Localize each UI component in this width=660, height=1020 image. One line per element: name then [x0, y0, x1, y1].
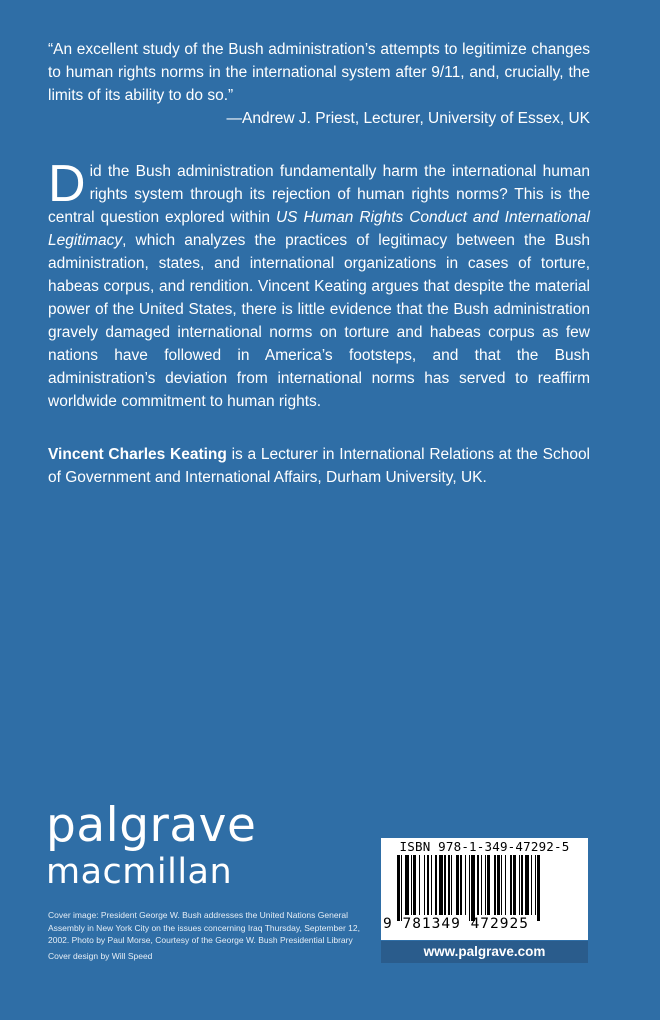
barcode-panel	[381, 838, 588, 940]
quote-text: “An excellent study of the Bush administration’s attempts to legitimize changes to human rights norms in the international system after 9/11, and, crucially, the limits of its ability to do so.”	[48, 41, 590, 104]
barcode-bar	[525, 855, 529, 915]
barcode-bar	[471, 855, 475, 921]
drop-cap: D	[48, 155, 86, 213]
barcode-bar	[535, 855, 536, 915]
barcode-bar	[465, 855, 466, 915]
book-description	[48, 155, 590, 413]
cover-design-credit: Cover design by Will Speed	[48, 951, 153, 961]
barcode-bar	[531, 855, 532, 915]
barcode-bar	[519, 855, 520, 915]
logo-macmillan: macmillan	[46, 852, 233, 892]
barcode-bar	[513, 855, 516, 915]
isbn-digits: 9 781349 472925	[383, 916, 529, 932]
barcode-bar	[435, 855, 438, 915]
book-title: US Human Rights Conduct and International Legitimacy	[48, 209, 590, 249]
barcode-bar	[413, 855, 416, 915]
barcode-bar	[439, 855, 443, 915]
barcode-bar	[451, 855, 452, 915]
quote-attribution: —Andrew J. Priest, Lecturer, University of Essex, UK	[226, 110, 590, 127]
barcode-bar	[431, 855, 432, 915]
barcode-bar	[510, 855, 511, 915]
barcode-bar	[456, 855, 459, 915]
bio-text: is a Lecturer in International Relations at the School of Government and International Affairs, Durham University, UK.	[48, 446, 591, 486]
barcode-bar	[494, 855, 495, 915]
logo-palgrave: palgrave	[46, 798, 257, 853]
barcode-bar	[448, 855, 449, 915]
barcode-bar	[460, 855, 461, 915]
barcode-bar	[419, 855, 420, 915]
isbn-label: ISBN 978-1-349-47292-5	[399, 839, 570, 854]
barcode-bar	[485, 855, 486, 915]
barcode-bar	[487, 855, 490, 915]
barcode-bar	[477, 855, 480, 915]
barcode-bar	[397, 855, 400, 921]
author-bio	[48, 443, 590, 489]
barcode-bar	[427, 855, 430, 915]
barcode-bar	[424, 855, 425, 915]
publisher-logo	[46, 800, 306, 892]
description-part2: , which analyzes the practices of legitimacy between the Bush administration, states, and international organizations in cases of torture, habeas corpus, and rendition. Vincent Keating argues that despite the material power of the United States, there is little evidence that the Bush administration gravely damaged international norms on torture and habeas corpus as few nations have followed in America’s footsteps, and that the Bush administration’s deviation from international norms has served to reaffirm worldwide commitment to human rights.	[48, 232, 590, 410]
barcode-bar	[444, 855, 445, 915]
cover-image-credit: Cover image: President George W. Bush addresses the United Nations General Assembly in New York City on the issues concerning Iraq Thursday, September 12, 2002. Photo by Paul Morse, Courtesy of the George W. Bush Presidential Library	[48, 910, 360, 945]
publisher-website: www.palgrave.com	[423, 944, 546, 959]
barcode-bar	[537, 855, 540, 921]
barcode-bar	[401, 855, 402, 921]
barcode-bar	[497, 855, 500, 915]
description-part1: id the Bush administration fundamentally harm the international human rights system through its rejection of human rights norms? This is the central question explored within	[48, 163, 590, 226]
website-bar	[381, 941, 588, 963]
author-name: Vincent Charles Keating	[48, 446, 227, 463]
barcode-bar	[505, 855, 506, 915]
barcode-bar	[411, 855, 412, 915]
endorsement-quote	[48, 38, 590, 130]
barcode-bar	[501, 855, 502, 915]
barcode-bar	[469, 855, 470, 921]
barcode-bar	[481, 855, 482, 915]
barcode-bar	[521, 855, 522, 915]
barcode-bar	[405, 855, 409, 915]
barcode-bars	[397, 855, 587, 921]
